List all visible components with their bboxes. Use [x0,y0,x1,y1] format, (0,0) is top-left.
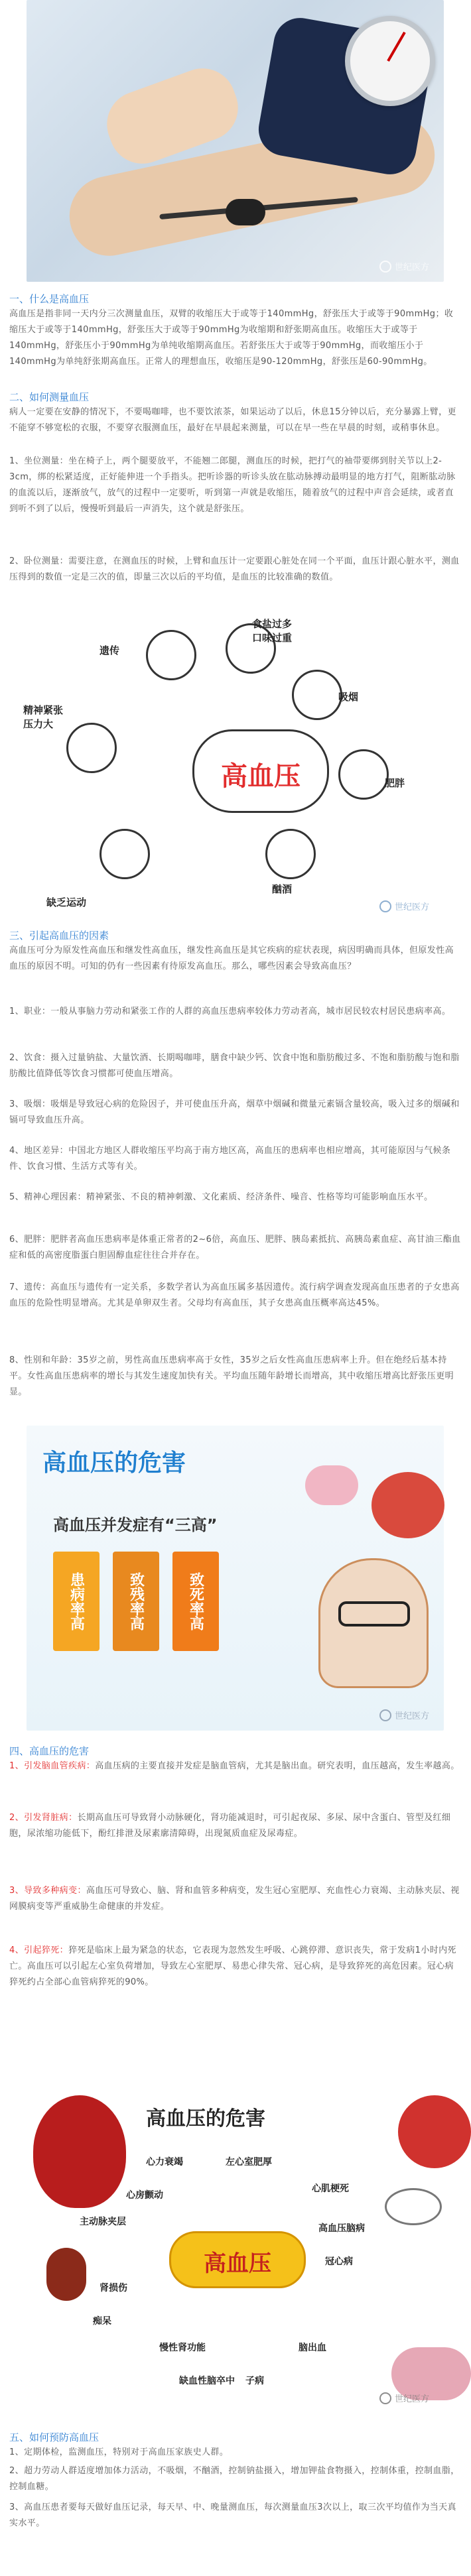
watermark-logo-icon [379,1709,391,1721]
bulb-illustration [226,199,265,225]
section-4-item-4 [9,1943,461,1991]
section-3-title: 三、引起高血压的因素 [9,930,109,942]
label-genetics: 遗传 [100,644,120,656]
smoking-figure-icon [292,670,342,720]
label-dissection: 主动脉夹层 [80,2217,126,2227]
label-obesity: 肥胖 [385,777,405,789]
no-exercise-figure-icon [100,829,150,879]
section-4-item-2 [9,1810,461,1842]
label-smoking: 吸烟 [338,691,359,703]
hypertension-complications-diagram [27,2082,444,2414]
section-5-paragraph-3: 3、高血压患者要每天做好血压记录，每天早、中、晚量测血压，每次测量血压3次以上，取三次平均值作为当天真实水平。 [9,2502,456,2528]
section-3-paragraph-7: 7、遗传：高血压与遗传有一定关系，多数学者认为高血压属多基因遗传。流行病学调查发现高血压患者的子女患高血压的危险性明显增高。尤其是单卵双生者。父母均有高血压，其子女患高血压概率高达45%。 [9,1282,460,1308]
label-af: 心房颤动 [126,2190,163,2201]
section-3-paragraph-2: 2、饮食：摄入过量钠盐、大量饮酒、长期喝咖啡，膳食中缺少钙、饮食中饱和脂肪酸过多、不饱和脂肪酸与饱和脂肪酸比值降低等饮食习惯都可使血压增高。 [9,1053,460,1079]
heart-anatomy-icon [33,2095,126,2208]
section-2-paragraph-3: 2、卧位测量：需要注意，在测血压的时候，上臂和血压计一定要跟心脏处在同一个平面，血压计跟心脏水平，测血压得到的数值一定是三次的值，即量三次以后的平均值，是血压的比较准确的数值。 [9,556,460,582]
column-mortality: 致死率高 [172,1552,219,1651]
section-2-title: 二、如何测量血压 [9,391,90,403]
column-disability: 致残率高 [113,1552,159,1651]
label-hemorrhage: 脑出血 [299,2343,326,2353]
label-encephalopathy: 高血压脑病 [318,2223,365,2234]
danger-infographic-title: 高血压的危害 [42,1449,186,1477]
glasses-icon [338,1601,410,1626]
label-ischemic-stroke: 缺血性脑卒中 [179,2376,235,2386]
section-3-paragraph-1: 1、职业：一般从事脑力劳动和紧张工作的人群的高血压患病率较体力劳动者高，城市居民较农村居民患病率高。 [9,1007,451,1016]
kidney-icon [46,2248,86,2301]
section-4-item-3-text: 高血压可导致心、脑、肾和血管多种病变，发生冠心室肥厚、充血性心力衰竭、主动脉夹层、视网膜病变等严重威胁生命健康的并发症。 [9,1886,460,1912]
eye-icon [385,2188,442,2225]
section-3-paragraph-4: 4、地区差异：中国北方地区人群收缩压平均高于南方地区高，高血压的患病率也相应增高，其可能原因与气候条件、饮食习惯、生活方式等有关。 [9,1146,451,1172]
section-3-paragraph-5: 5、精神心理因素：精神紧张、不良的精神刺激、文化素质、经济条件、噪音、性格等均可能影响血压水平。 [9,1192,433,1202]
label-salt: 食盐过多 口味过重 [252,618,293,644]
section-4-item-2-lead: 2、引发肾脏病： [9,1813,78,1823]
watermark-logo-icon [379,261,391,273]
section-4-item-1-lead: 1、引发脑血管疾病： [9,1761,96,1771]
section-4-item-3-lead: 3、导致多种病变： [9,1886,86,1896]
watermark-text: 世纪医方 [394,1711,429,1721]
section-4-item-1-text: 高血压病的主要直接并发症是脑血管病，尤其是脑出血。研究表明，血压越高，发生率越高。 [95,1761,460,1771]
center-box-label: 高血压 [204,2250,271,2277]
watermark [379,260,429,273]
watermark-text: 世纪医方 [394,2394,429,2404]
watermark-logo-icon [379,2392,391,2404]
watermark-4 [379,2392,429,2404]
section-4-item-3 [9,1883,461,1915]
watermark-text: 世纪医方 [394,263,429,273]
drinking-figure-icon [265,829,316,879]
heart-icon [371,1472,444,1538]
section-5-title: 五、如何预防高血压 [9,2431,100,2443]
section-3-paragraph-3: 3、吸烟：吸烟是导致冠心病的危险因子，并可使血压升高，烟草中烟碱和微量元素镉含量较高，吸入过多的烟碱和镉可导致血压升高。 [9,1099,460,1125]
hero-blood-pressure-photo [27,0,444,282]
watermark-logo-icon [379,900,391,912]
label-heart-failure: 心力衰竭 [146,2157,183,2168]
label-renal-injury: 肾损伤 [100,2283,127,2294]
label-lvh: 左心室肥厚 [226,2157,272,2168]
section-5-paragraph-2: 2、超力劳动人群适度增加体力活动，不吸烟，不酗酒，控制钠盐摄入，增加钾盐食物摄入，控制体重，控制血脂，控制血糖。 [9,2466,460,2492]
hypertension-danger-infographic [27,1426,444,1731]
section-5-paragraph-1: 1、定期体检，监测血压，特别对于高血压家族史人群。 [9,2447,229,2457]
section-4-item-4-text: 猝死是临床上最为紧急的状态，它表现为忽然发生呼吸、心跳停滞、意识丧失，常于发病1小时内死亡。高血压可以引起左心室负荷增加，导致左心室肥厚、易患心律失常、冠心病，是导致猝死的高危因素。冠心病猝死约占全部心血管病猝死的90%。 [9,1945,456,1987]
watermark-text: 世纪医方 [394,902,429,912]
watermark-2 [379,900,429,912]
genetics-figure-icon [146,630,196,680]
label-chd: 冠心病 [325,2256,353,2267]
section-4-item-4-lead: 4、引起猝死： [9,1945,69,1955]
label-ckd: 慢性肾功能 [159,2343,206,2353]
section-2-paragraph-2: 1、坐位测量：坐在椅子上，两个腿要放平，不能翘二郎腿，测血压的时候，把打气的袖带要绑到肘关节以上2-3cm，绑的松紧适度，正好能伸进一个手指头。把听诊器的听诊头放在肱动脉搏动最明显的地方打气，阻断肱动脉的血流以后，逐渐放气，放气的过程中一定要听，听到第一声就是收缩压，随着放气的过程中声音会延续，或者直到听不到了以后，慢慢听到最后一声消失，这个就是舒张压。 [9,456,456,514]
danger-infographic-subtitle: 高血压并发症有“三高” [53,1516,218,1534]
center-cloud [192,729,329,813]
section-1-title: 一、什么是高血压 [9,293,90,305]
center-label: 高血压 [221,761,301,792]
hypertension-causes-figure [23,617,444,922]
center-box [169,2231,306,2288]
section-3-paragraph-intro: 高血压可分为原发性高血压和继发性高血压，继发性高血压是其它疾病的症状表现，病因明确而具体，但原发性高血压的原因不明。可知的仍有一些因素有待原发高血压。那么，哪些因素会导致高血压？ [9,946,454,971]
label-stress: 精神紧张 压力大 [23,704,64,730]
obesity-figure-icon [338,749,389,800]
section-3-paragraph-6: 6、肥胖：肥胖者高血压患病率是体重正常者的2~6倍，高血压、肥胖、胰岛素抵抗、高胰岛素血症、高甘油三酯血症和低的高密度脂蛋白胆固醇血症往往合并存在。 [9,1235,461,1260]
section-3-paragraph-8: 8、性别和年龄：35岁之前，男性高血压患病率高于女性，35岁之后女性高血压患病率上升。但在绝经后基本持平。女性高血压患病率的增长与其发生速度加快有关。平均血压随年龄增长而增高，其中收缩压增高比舒张压更明显。 [9,1355,454,1397]
heart-icon [398,2095,471,2168]
section-4-item-2-text: 长期高血压可导致肾小动脉硬化，肾功能减退时，可引起夜尿、多尿、尿中含蛋白、管型及红细胞，尿浓缩功能低下，酚红排泄及尿素廓清障碍，出现氮质血症及尿毒症。 [9,1813,451,1839]
label-dementia: 痴呆 [93,2316,111,2327]
complications-title: 高血压的危害 [146,2107,265,2130]
label-no-exercise: 缺乏运动 [46,896,87,908]
column-incidence: 患病率高 [53,1552,100,1651]
label-other: 子病 [245,2376,264,2386]
bp-gauge-icon [345,16,435,106]
label-mi: 心肌梗死 [312,2183,349,2194]
section-2-paragraph-1: 病人一定要在安静的情况下，不要喝咖啡，也不要饮浓茶，如果运动了以后，休息15分钟以后，充分暴露上臂，更不能穿不够宽松的衣服，不要穿衣服测血压，最好在早晨起来测量，可以在早一些在早晨的时刻，或稍事休息。 [9,407,456,433]
brain-icon [305,1465,358,1505]
watermark-3 [379,1709,429,1721]
section-4-title: 四、高血压的危害 [9,1745,90,1757]
stress-figure-icon [66,723,117,773]
section-4-item-1 [9,1758,461,1774]
section-1-paragraph: 高血压是指非同一天内分三次测量血压，双臂的收缩压大于或等于140mmHg，舒张压大于或等于90mmHg；收缩压大于或等于140mmHg，舒张压大于或等于90mmHg为收缩期和舒张期高血压。收缩压大于或等于140mmHg，舒张压小于90mmHg为单纯收缩期高血压。若舒张压大于或等于90mmHg，而收缩压小于140mmHg为单纯舒张期高血压。正常人的理想血压，收缩压是90-120mmHg，舒张压是60-90mmHg。 [9,309,454,367]
label-drinking: 酗酒 [272,883,293,895]
